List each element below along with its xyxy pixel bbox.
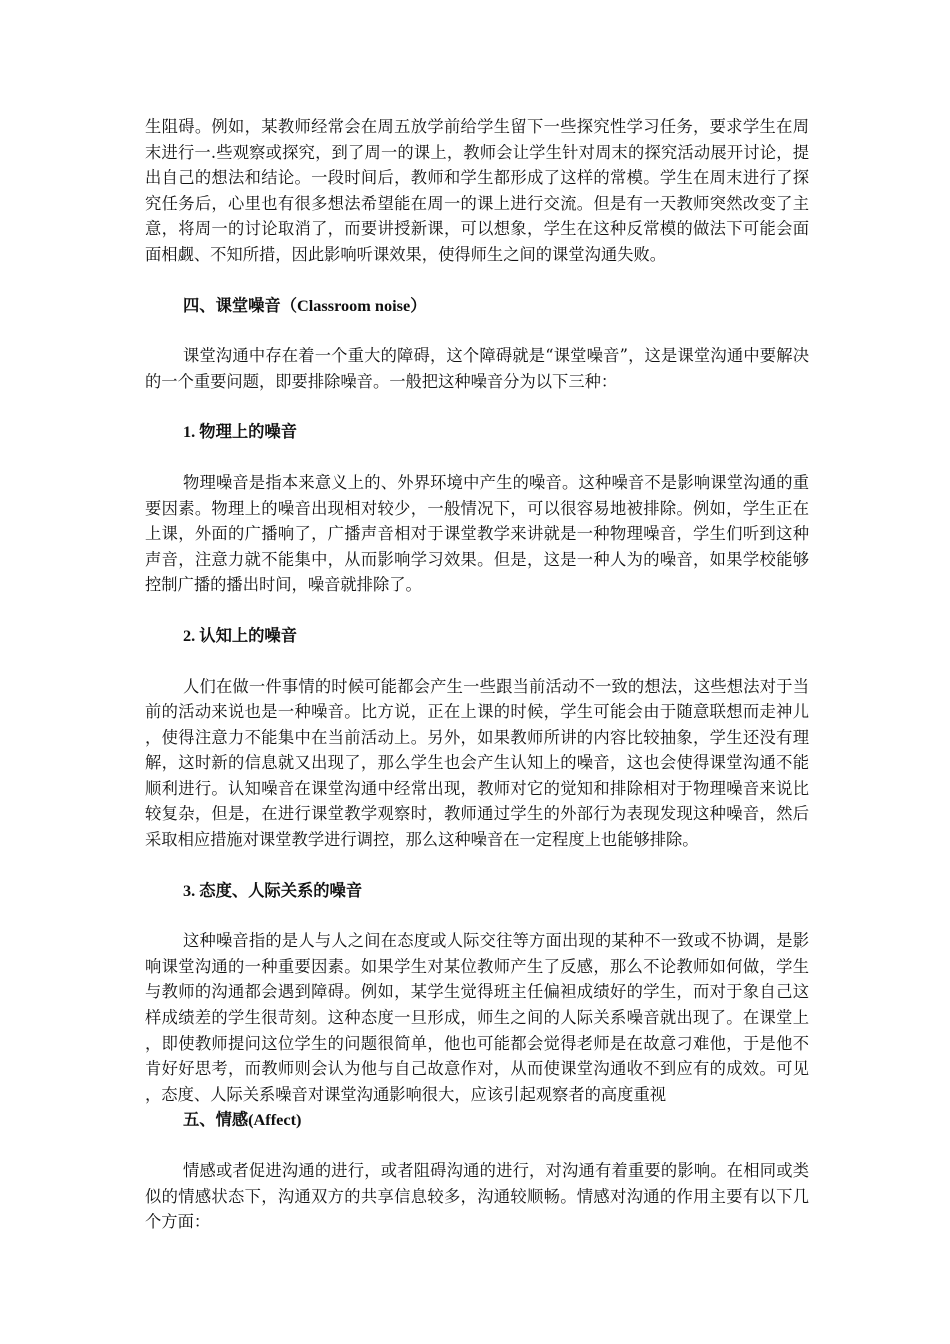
subheading-attitude-noise: 3. 态度、人际关系的噪音 — [183, 880, 363, 900]
body-paragraph-1: 生阻碍。例如，某教师经常会在周五放学前给学生留下一些探究性学习任务，要求学生在周末进行一.些观察或探究，到了周一的课上，教师会让学生针对周末的探究活动展开讨论，提出自己的想法和结论。一段时间后，教师和学生都形成了这样的常模。学生在周末进行了探究任务后，心里也有很多想法希望能在周一的课上进行交流。但是有一天教师突然改变了主意，将周一的讨论取消了，而要讲授新课，可以想象，学生在这种反常模的做法下可能会面面相觑、不知所措，因此影响听课效果，使得师生之间的课堂沟通失败。 — [145, 117, 809, 264]
body-paragraph-3: 物理噪音是指本来意义上的、外界环境中产生的噪音。这种噪音不是影响课堂沟通的重要因素。物理上的噪音出现相对较少，一般情况下，可以很容易地被排除。例如，学生正在上课，外面的广播响了，广播声音相对于课堂教学来讲就是一种物理噪音，学生们听到这种声音，注意力就不能集中，从而影响学习效果。但是，这是一种人为的噪音，如果学校能够控制广播的播出时间，噪音就排除了。 — [145, 472, 809, 595]
body-paragraph-4: 人们在做一件事情的时候可能都会产生一些跟当前活动不一致的想法，这些想法对于当前的活动来说也是一种噪音。比方说，正在上课的时候，学生可能会由于随意联想而走神儿，使得注意力不能集中在当前活动上。另外，如果教师所讲的内容比较抽象，学生还没有理解，这时新的信息就又出现了，那么学生也会产生认知上的噪音，这也会使得课堂沟通不能顺利进行。认知噪音在课堂沟通中经常出现，教师对它的觉知和排除相对于物理噪音来说比较复杂，但是，在进行课堂教学观察时，教师通过学生的外部行为表现发现这种噪音，然后采取相应措施对课堂教学进行调控，那么这种噪音在一定程度上也能够排除。 — [145, 676, 809, 850]
document-page — [145, 114, 809, 1235]
section-heading-classroom-noise: 四、课堂噪音（Classroom noise） — [183, 295, 427, 315]
body-paragraph-2: 课堂沟通中存在着一个重大的障碍，这个障碍就是“课堂噪音”，这是课堂沟通中要解决的一个重要问题，即要排除噪音。一般把这种噪音分为以下三种： — [145, 346, 809, 391]
subheading-cognitive-noise: 2. 认知上的噪音 — [183, 625, 297, 645]
body-paragraph-5: 这种噪音指的是人与人之间在态度或人际交往等方面出现的某种不一致或不协调，是影响课堂沟通的一种重要因素。如果学生对某位教师产生了反感，那么不论教师如何做，学生与教师的沟通都会遇到障碍。例如，某学生觉得班主任偏袒成绩好的学生，而对于象自己这样成绩差的学生很苛刻。这种态度一旦形成，师生之间的人际关系噪音就出现了。在课堂上，即使教师提问这位学生的问题很简单，他也可能都会觉得老师是在故意刁难他，于是他不肯好好思考，而教师则会认为他与自己故意作对，从而使课堂沟通收不到应有的成效。可见，态度、人际关系噪音对课堂沟通影响很大，应该引起观察者的高度重视 — [145, 931, 809, 1104]
body-paragraph-6: 情感或者促进沟通的进行，或者阻碍沟通的进行，对沟通有着重要的影响。在相同或类似的情感状态下，沟通双方的共享信息较多，沟通较顺畅。情感对沟通的作用主要有以下几个方面： — [145, 1161, 809, 1232]
section-heading-affect: 五、情感(Affect) — [183, 1110, 302, 1130]
subheading-physical-noise: 1. 物理上的噪音 — [183, 422, 297, 442]
